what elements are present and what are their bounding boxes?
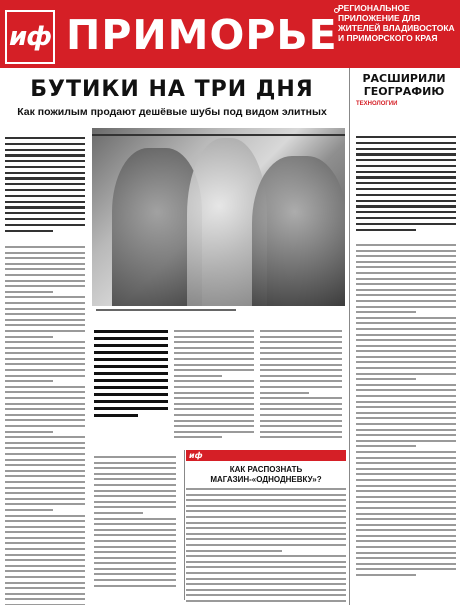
side-article-body bbox=[356, 244, 456, 594]
left-column-text bbox=[5, 246, 85, 596]
side-article-title[interactable]: РАСШИРИЛИ ГЕОГРАФИЮ bbox=[362, 72, 446, 98]
fur-coat-dark-right bbox=[252, 156, 345, 306]
box-list bbox=[186, 488, 346, 598]
lead-subheadline: Как пожилым продают дешёвые шубы под видом элитных bbox=[17, 106, 327, 118]
side-article-rubric: ТЕХНОЛОГИИ bbox=[356, 101, 398, 107]
regional-title: ПРИМОРЬЕ bbox=[66, 11, 338, 59]
aif-logo-text: иф bbox=[8, 22, 51, 52]
lead-headline-block bbox=[0, 68, 344, 124]
lower-mid-column-text bbox=[94, 456, 176, 596]
pull-quote bbox=[94, 330, 168, 450]
center-column-text bbox=[174, 330, 254, 450]
supplement-tagline: РЕГИОНАЛЬНОЕ ПРИЛОЖЕНИЕ ДЛЯ ЖИТЕЛЕЙ ВЛАДИВОСТОКА И ПРИМОРСКОГО КРАЯ bbox=[338, 3, 455, 43]
column-divider bbox=[349, 68, 350, 605]
box-aif-logo: иф bbox=[189, 451, 203, 460]
box-rubric-bar bbox=[186, 450, 346, 461]
side-article-lead bbox=[356, 136, 456, 236]
aif-logo[interactable] bbox=[5, 10, 55, 64]
box-title[interactable]: КАК РАСПОЗНАТЬ МАГАЗИН-«ОДНОДНЕВКУ»? bbox=[210, 465, 322, 484]
lead-headline[interactable]: БУТИКИ НА ТРИ ДНЯ bbox=[30, 77, 314, 102]
masthead bbox=[0, 0, 460, 68]
photo-caption bbox=[96, 309, 336, 316]
lead-paragraph bbox=[5, 137, 85, 227]
fur-coats-photo[interactable] bbox=[92, 128, 345, 306]
clothes-rail bbox=[92, 134, 345, 136]
box-divider bbox=[184, 450, 185, 600]
center-right-column-text bbox=[260, 330, 342, 450]
